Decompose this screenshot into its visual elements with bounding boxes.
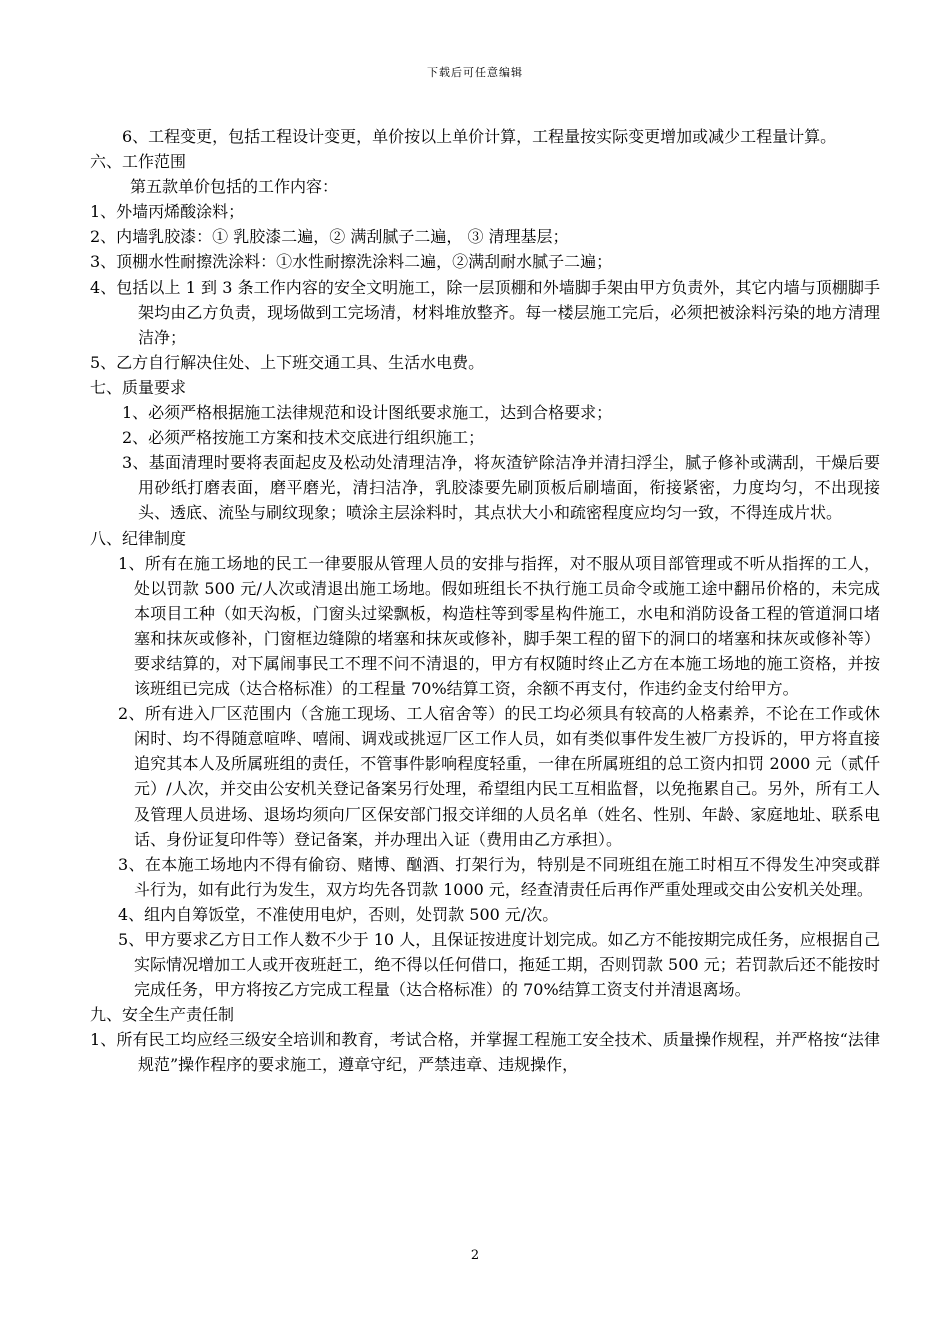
paragraph: 5、甲方要求乙方日工作人数不少于 10 人，且保证按进度计划完成。如乙方不能按期完成任务，应根据自己实际情况增加工人或开夜班赶工，绝不得以任何借口，拖延工期，否则罚款 500 元；若罚款后还不能按时完成任务，甲方将按乙方完成工程量（达合格标准）的 70%结算工资支付并清退离场。 xyxy=(118,930,880,1000)
section-heading: 八、纪律制度 xyxy=(90,528,187,548)
paragraph: 3、顶棚水性耐擦洗涂料：①水性耐擦洗涂料二遍，②满刮耐水腻子二遍； xyxy=(90,252,613,272)
paragraph: 5、乙方自行解决住处、上下班交通工具、生活水电费。 xyxy=(90,352,485,372)
page-header: 下载后可任意编辑 xyxy=(427,66,523,79)
paragraph: 1、所有在施工场地的民工一律要服从管理人员的安排与指挥，对不服从项目部管理或不听从指挥的工人，处以罚款 500 元/人次或清退出施工场地。假如班组长不执行施工员命令或施工途中翻吊价格的，未完成本项目工种（如天沟板，门窗头过梁飘板，构造柱等到零星构件施工，水电和消防设备工程的管道洞口堵塞和抹灰或修补，门窗框边缝隙的堵塞和抹灰或修补，脚手架工程的留下的洞口的堵塞和抹灰或修补等）要求结算的，对下属闹事民工不理不问不清退的，甲方有权随时终止乙方在本施工场地的施工资格，并按该班组已完成（达合格标准）的工程量 70%结算工资，余额不再支付，作违约金支付给甲方。 xyxy=(118,553,880,699)
paragraph: 1、所有民工均应经三级安全培训和教育，考试合格，并掌握工程施工安全技术、质量操作规程，并严格按“法律规范”操作程序的要求施工，遵章守纪，严禁违章、违规操作， xyxy=(90,1030,880,1075)
page-number: 2 xyxy=(470,1248,480,1263)
paragraph: 2、所有进入厂区范围内（含施工现场、工人宿舍等）的民工均必须具有较高的人格素养，不论在工作或休闲时、均不得随意喧哗、嘻闹、调戏或挑逗厂区工作人员，如有类似事件发生被厂方投诉的，甲方将直接追究其本人及所属班组的责任，不管事件影响程度轻重，一律在所属班组的总工资内扣罚 2000 元（贰仟元）/人次，并交由公安机关登记备案另行处理，希望组内民工互相监督，以免拖累自己。另外，所有工人及管理人员进场、退场均须向厂区保安部门报交详细的人员名单（姓名、性别、年龄、家庭地址、联系电话、身份证复印件等）登记备案，并办理出入证（费用由乙方承担）。 xyxy=(118,704,880,849)
section-heading: 七、质量要求 xyxy=(90,377,187,397)
paragraph: 6、工程变更，包括工程设计变更，单价按以上单价计算，工程量按实际变更增加或减少工程量计算。 xyxy=(122,127,837,146)
paragraph: 3、基面清理时要将表面起皮及松动处清理洁净，将灰渣铲除洁净并清扫浮尘，腻子修补或满刮，干燥后要用砂纸打磨表面，磨平磨光，清扫洁净，乳胶漆要先刷顶板后刷墙面，衔接紧密，力度均匀，不出现接头、透底、流坠与刷纹现象；喷涂主层涂料时，其点状大小和疏密程度应均匀一致，不得连成片状。 xyxy=(122,453,880,523)
section-heading: 九、安全生产责任制 xyxy=(90,1005,235,1025)
paragraph: 3、在本施工场地内不得有偷窃、赌博、酗酒、打架行为，特别是不同班组在施工时相互不得发生冲突或群斗行为，如有此行为发生，双方均先各罚款 1000 元，经查清责任后再作严重处理或交由公安机关处理。 xyxy=(118,854,880,899)
paragraph: 第五款单价包括的工作内容： xyxy=(130,177,339,197)
paragraph: 2、必须严格按施工方案和技术交底进行组织施工； xyxy=(122,428,485,448)
section-heading: 六、工作范围 xyxy=(90,152,187,172)
paragraph: 1、必须严格根据施工法律规范和设计图纸要求施工，达到合格要求； xyxy=(122,403,613,423)
document-body xyxy=(90,124,880,1078)
paragraph: 4、组内自筹饭堂，不准使用电炉，否则，处罚款 500 元/次。 xyxy=(118,904,559,924)
paragraph: 2、内墙乳胶漆：① 乳胶漆二遍，② 满刮腻子二遍， ③ 清理基层； xyxy=(90,227,569,247)
paragraph: 1、外墙丙烯酸涂料； xyxy=(90,202,245,222)
paragraph: 4、包括以上 1 到 3 条工作内容的安全文明施工，除一层顶棚和外墙脚手架由甲方负责外，其它内墙与顶棚脚手架均由乙方负责，现场做到工完场清，材料堆放整齐。每一楼层施工完后，必须把被涂料污染的地方清理洁净； xyxy=(90,277,880,347)
